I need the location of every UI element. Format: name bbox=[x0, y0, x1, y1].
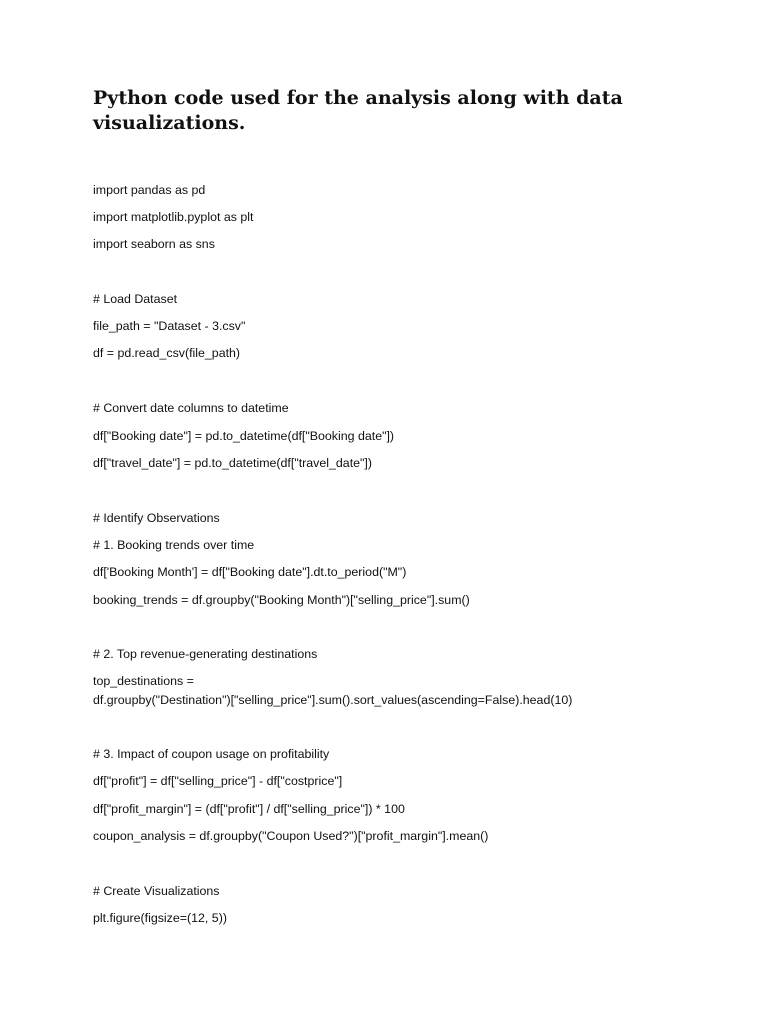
code-line-plt-figure: plt.figure(figsize=(12, 5)) bbox=[93, 911, 227, 925]
code-comment-coupon-impact: # 3. Impact of coupon usage on profitability bbox=[93, 747, 330, 761]
code-line-booking-date: df["Booking date"] = pd.to_datetime(df["Booking date"]) bbox=[93, 429, 395, 443]
page-heading: Python code used for the analysis along with data visualizations. bbox=[93, 87, 623, 134]
code-line-travel-date: df["travel_date"] = pd.to_datetime(df["travel_date"]) bbox=[93, 456, 372, 470]
code-comment-booking-trends: # 1. Booking trends over time bbox=[93, 538, 255, 552]
code-line-import-pandas: import pandas as pd bbox=[93, 183, 206, 197]
code-line-booking-trends: booking_trends = df.groupby("Booking Month")["selling_price"].sum() bbox=[93, 593, 470, 607]
code-line-file-path: file_path = "Dataset - 3.csv" bbox=[93, 319, 246, 333]
code-line-top-destinations-cont: df.groupby("Destination")["selling_price"].sum().sort_values(ascending=False).head(10) bbox=[93, 693, 573, 707]
code-line-profit-margin: df["profit_margin"] = (df["profit"] / df["selling_price"]) * 100 bbox=[93, 802, 405, 816]
code-comment-identify-observations: # Identify Observations bbox=[93, 511, 220, 525]
code-comment-top-destinations: # 2. Top revenue-generating destinations bbox=[93, 647, 318, 661]
code-line-profit: df["profit"] = df["selling_price"] - df["costprice"] bbox=[93, 774, 343, 788]
code-line-read-csv: df = pd.read_csv(file_path) bbox=[93, 346, 241, 360]
code-line-import-seaborn: import seaborn as sns bbox=[93, 237, 215, 251]
code-comment-create-visualizations: # Create Visualizations bbox=[93, 884, 220, 898]
code-line-import-matplotlib: import matplotlib.pyplot as plt bbox=[93, 210, 254, 224]
code-line-coupon-analysis: coupon_analysis = df.groupby("Coupon Used?")["profit_margin"].mean() bbox=[93, 829, 489, 843]
code-comment-load-dataset: # Load Dataset bbox=[93, 292, 178, 306]
code-line-booking-month: df['Booking Month'] = df["Booking date"].dt.to_period("M") bbox=[93, 565, 407, 579]
code-line-top-destinations: top_destinations = bbox=[93, 674, 194, 688]
code-comment-convert-dates: # Convert date columns to datetime bbox=[93, 401, 289, 415]
